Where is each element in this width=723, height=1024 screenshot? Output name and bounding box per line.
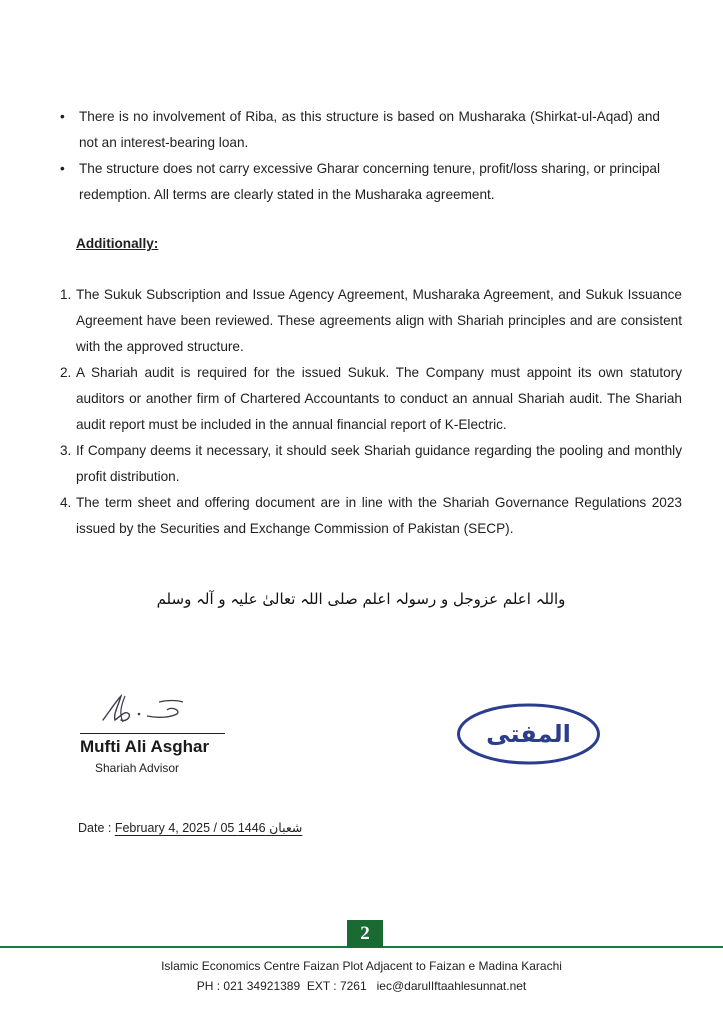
item-number: 3. [60, 443, 72, 458]
item-text: The term sheet and offering document are in line with the Shariah Governance Regulations 2023 issued by the Securities and Exchange Commission of Pakistan (SECP). [76, 495, 682, 536]
item-text: If Company deems it necessary, it should seek Shariah guidance regarding the pooling and monthly profit distribution. [76, 443, 682, 484]
seal-text: المفتی [486, 720, 571, 748]
closing-invocation: واللہ اعلم عزوجل و رسولہ اعلم صلی اللہ تعالیٰ علیہ و آلہ وسلم [156, 590, 566, 608]
numbered-list [60, 282, 682, 542]
item-number: 1. [60, 287, 72, 302]
date-value: February 4, 2025 / 05 شعبان 1446 [114, 821, 303, 835]
signature-image [95, 688, 205, 728]
item-text: A Shariah audit is required for the issued Sukuk. The Company must appoint its own statutory auditors or another firm of Chartered Accountants to conduct an annual Shariah audit. The Shariah audit report must be included in the annual financial report of K-Electric. [76, 365, 682, 432]
signer-title: Shariah Advisor [95, 761, 180, 775]
list-item [60, 438, 682, 490]
bullet-list [60, 104, 660, 208]
mufti-seal [456, 702, 601, 766]
list-item [60, 282, 682, 360]
footer-contact: PH : 021 34921389 EXT : 7261 iec@darulIftaahlesunnat.net [196, 979, 527, 993]
additionally-heading: Additionally: [76, 236, 159, 251]
signer-name: Mufti Ali Asghar [80, 737, 210, 756]
item-number: 2. [60, 365, 72, 380]
item-number: 4. [60, 495, 72, 510]
date-row [78, 820, 302, 835]
date-label: Date : [78, 821, 115, 835]
bullet-item-gharar: • The structure does not carry excessive Gharar concerning tenure, profit/loss sharing, or principal redemption. All terms are clearly stated in the Musharaka agreement. [60, 156, 660, 208]
list-item [60, 490, 682, 542]
item-text: The Sukuk Subscription and Issue Agency Agreement, Musharaka Agreement, and Sukuk Issuance Agreement have been reviewed. These agreements align with Shariah principles and are consistent with the approved structure. [76, 287, 682, 354]
signature-line [80, 733, 225, 734]
list-item [60, 360, 682, 438]
bullet-item-riba: • There is no involvement of Riba, as this structure is based on Musharaka (Shirkat-ul-Aqad) and not an interest-bearing loan. [60, 104, 660, 156]
footer-address: Islamic Economics Centre Faizan Plot Adjacent to Faizan e Madina Karachi [161, 959, 562, 973]
page-number: 2 [347, 920, 383, 948]
